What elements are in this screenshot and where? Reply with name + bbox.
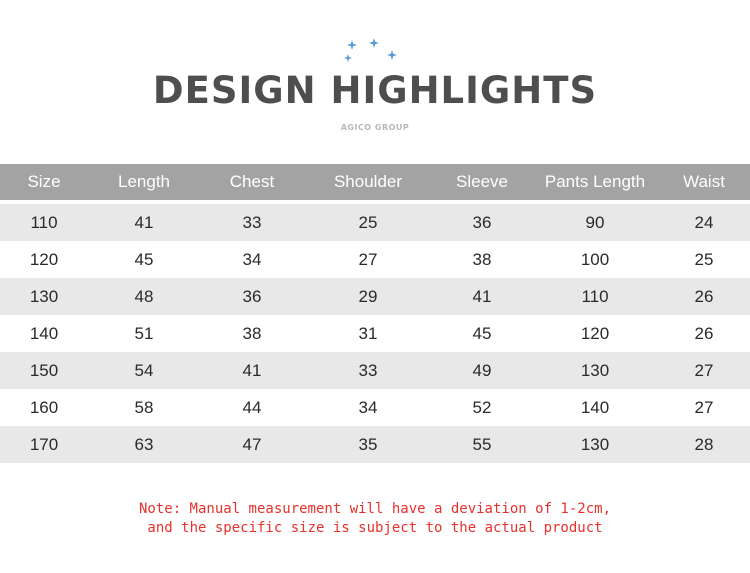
note-line: and the specific size is subject to the actual product	[147, 520, 603, 536]
table-cell: 140	[532, 389, 658, 426]
table-cell: 41	[88, 204, 200, 241]
table-cell: 54	[88, 352, 200, 389]
table-cell: 45	[88, 241, 200, 278]
table-cell: 25	[658, 241, 750, 278]
table-cell: 52	[432, 389, 532, 426]
table-cell: 55	[432, 426, 532, 463]
table-row	[0, 426, 750, 463]
column-header: Waist	[658, 164, 750, 200]
table-cell: 51	[88, 315, 200, 352]
table-cell: 45	[432, 315, 532, 352]
table-header-row	[0, 164, 750, 200]
table-cell: 38	[200, 315, 304, 352]
table-row	[0, 389, 750, 426]
table-cell: 24	[658, 204, 750, 241]
column-header: Shoulder	[304, 164, 432, 200]
table-cell: 130	[0, 278, 88, 315]
size-chart-table	[0, 164, 750, 463]
table-cell: 29	[304, 278, 432, 315]
table-cell: 120	[0, 241, 88, 278]
table-cell: 49	[432, 352, 532, 389]
table-row	[0, 352, 750, 389]
table-cell: 130	[532, 352, 658, 389]
column-header: Length	[88, 164, 200, 200]
table-cell: 48	[88, 278, 200, 315]
table-cell: 26	[658, 278, 750, 315]
table-cell: 31	[304, 315, 432, 352]
column-header: Pants Length	[532, 164, 658, 200]
table-cell: 110	[0, 204, 88, 241]
table-row	[0, 204, 750, 241]
measurement-note	[0, 500, 750, 538]
table-cell: 63	[88, 426, 200, 463]
table-cell: 58	[88, 389, 200, 426]
table-row	[0, 278, 750, 315]
table-cell: 140	[0, 315, 88, 352]
star-icon	[369, 38, 379, 48]
table-cell: 47	[200, 426, 304, 463]
column-header: Chest	[200, 164, 304, 200]
table-cell: 28	[658, 426, 750, 463]
table-cell: 33	[200, 204, 304, 241]
table-cell: 110	[532, 278, 658, 315]
table-cell: 150	[0, 352, 88, 389]
table-row	[0, 241, 750, 278]
table-cell: 170	[0, 426, 88, 463]
table-cell: 27	[658, 389, 750, 426]
star-icon	[347, 40, 357, 50]
table-cell: 34	[304, 389, 432, 426]
star-icon	[344, 54, 352, 62]
star-icon	[387, 50, 397, 60]
table-cell: 27	[658, 352, 750, 389]
table-cell: 27	[304, 241, 432, 278]
table-cell: 33	[304, 352, 432, 389]
table-cell: 120	[532, 315, 658, 352]
table-cell: 26	[658, 315, 750, 352]
table-cell: 41	[200, 352, 304, 389]
table-cell: 130	[532, 426, 658, 463]
table-cell: 100	[532, 241, 658, 278]
table-cell: 36	[200, 278, 304, 315]
table-cell: 34	[200, 241, 304, 278]
table-cell: 90	[532, 204, 658, 241]
table-row	[0, 315, 750, 352]
column-header: Size	[0, 164, 88, 200]
table-cell: 25	[304, 204, 432, 241]
page-title: DESIGN HIGHLIGHTS	[152, 69, 598, 112]
table-cell: 160	[0, 389, 88, 426]
table-cell: 35	[304, 426, 432, 463]
table-cell: 44	[200, 389, 304, 426]
table-cell: 36	[432, 204, 532, 241]
column-header: Sleeve	[432, 164, 532, 200]
note-line: Note: Manual measurement will have a deviation of 1-2cm,	[138, 501, 611, 517]
table-cell: 38	[432, 241, 532, 278]
brand-subtitle: AGICO GROUP	[340, 123, 410, 132]
table-cell: 41	[432, 278, 532, 315]
